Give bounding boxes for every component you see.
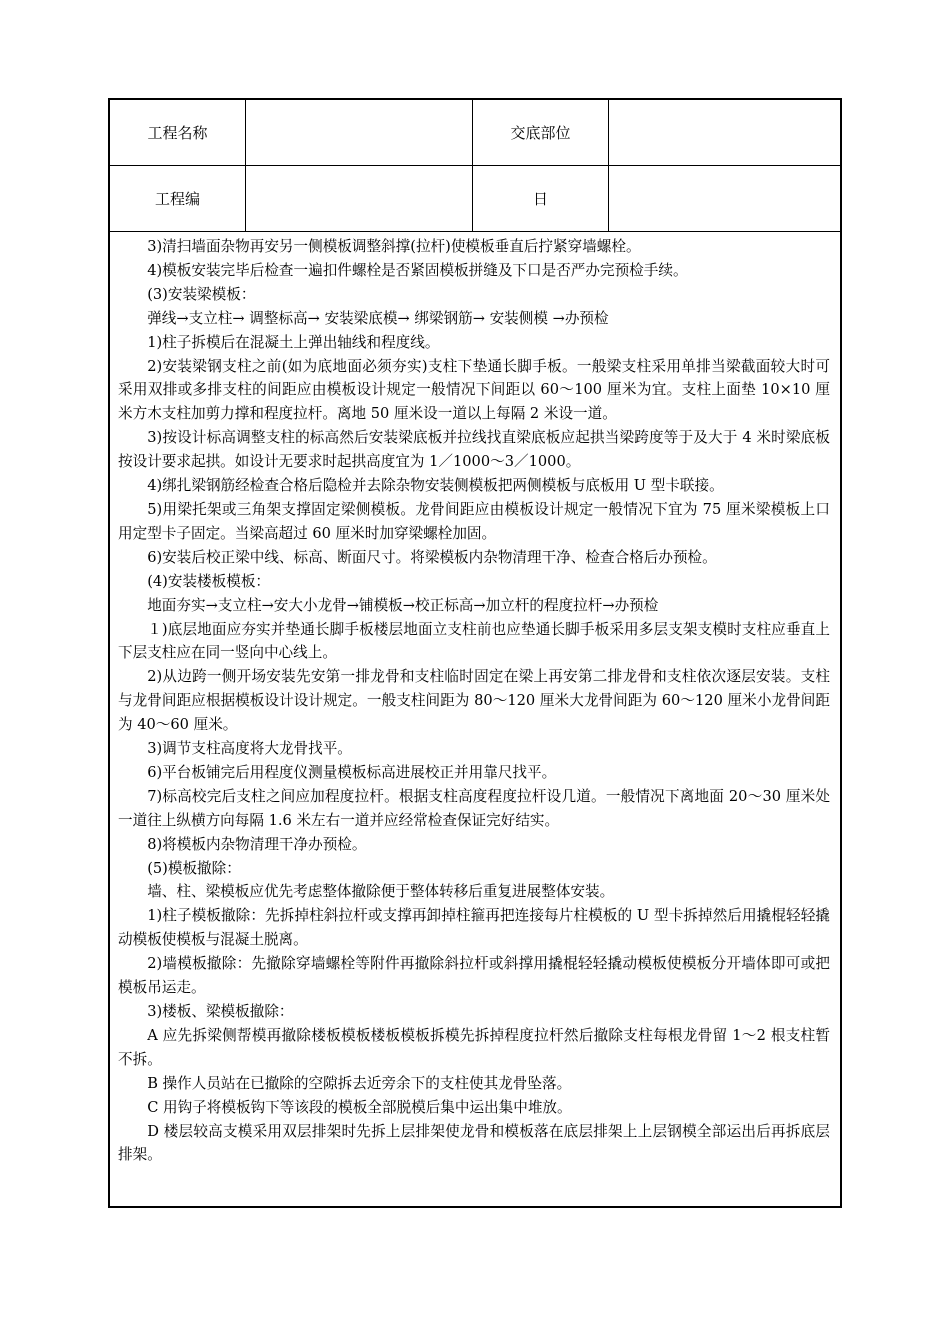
date-field <box>609 166 840 232</box>
paragraph: 4)模板安装完毕后检查一遍扣件螺栓是否紧固模板拼缝及下口是否严办完预检手续。 <box>147 261 688 279</box>
paragraph: 6)平台板铺完后用程度仪测量模板标高进展校正并用靠尺找平。 <box>147 763 557 781</box>
paragraph: 2)安装梁钢支柱之前(如为底地面必须夯实)支柱下垫通长脚手板。一般梁支柱采用单排当梁截面较大时可采用双排或多排支柱的间距应由模板设计规定一般情况下间距以 60～100 厘米为宜。支柱上面垫 10×10 厘米方木支柱加剪力撑和程度拉杆。离地 50 厘米设一道以上每隔 2 米设一道。 <box>118 357 830 423</box>
paragraph: 6)安装后校正梁中线、标高、断面尺寸。将梁模板内杂物清理干净、检查合格后办预检。 <box>147 548 717 566</box>
paragraph: 3)调节支柱高度将大龙骨找平。 <box>147 740 352 758</box>
paragraph: 2)从边跨一侧开场安装先安第一排龙骨和支柱临时固定在梁上再安第二排龙骨和支柱依次逐层安装。支柱与龙骨间距应根据模板设计设计规定。一般支柱间距为 80～120 厘米大龙骨间距为 60～120 厘米小龙骨间距为 40～60 厘米。 <box>118 668 830 734</box>
project-number-label: 工程编 <box>110 166 246 232</box>
project-name-label: 工程名称 <box>110 100 246 166</box>
paragraph: 5)用梁托架或三角架支撑固定梁侧模板。龙骨间距应由模板设计规定一般情况下宜为 75 厘米梁模板上口用定型卡子固定。当梁高超过 60 厘米时加穿梁螺栓加固。 <box>118 500 830 542</box>
paragraph: D 楼层较高支模采用双层排架时先拆上层排架使龙骨和模板落在底层排架上上层钢模全部运出后再拆底层排架。 <box>118 1122 830 1164</box>
paragraph: (5)模板撤除： <box>147 859 241 877</box>
paragraph: 3)楼板、梁模板撤除： <box>147 1003 294 1020</box>
paragraph: 8)将模板内杂物清理干净办预检。 <box>147 835 367 853</box>
paragraph: 墙、柱、梁模板应优先考虑整体撤除便于整体转移后重复进展整体安装。 <box>147 883 615 901</box>
handover-part-field <box>609 100 840 166</box>
paragraph: 弹线→支立柱→ 调整标高→ 安装梁底模→ 绑梁钢筋→ 安装侧模 →办预检 <box>147 309 609 327</box>
project-name-field <box>246 100 473 166</box>
paragraph: 1)柱子模板撤除：先拆掉柱斜拉杆或支撑再卸掉柱箍再把连接每片柱模板的 U 型卡拆掉然后用撬棍轻轻撬动模板使模板与混凝土脱离。 <box>118 907 830 949</box>
project-number-field <box>246 166 473 232</box>
paragraph: (3)安装梁模板： <box>147 285 256 303</box>
handover-content <box>110 232 840 1167</box>
technical-handover-form <box>108 98 842 1208</box>
handover-part-label: 交底部位 <box>473 100 609 166</box>
paragraph: 3)清扫墙面杂物再安另一侧模板调整斜撑(拉杆)使模板垂直后拧紧穿墙螺栓。 <box>147 238 641 255</box>
paragraph: 2)墙模板撤除：先撤除穿墙螺栓等附件再撤除斜拉杆或斜撑用撬棍轻轻撬动模板使模板分开墙体即可或把模板吊运走。 <box>118 955 830 997</box>
paragraph: 1)柱子拆模后在混凝土上弹出轴线和程度线。 <box>147 333 440 351</box>
paragraph: C 用钩子将模板钩下等该段的模板全部脱模后集中运出集中堆放。 <box>147 1098 572 1116</box>
date-label: 日 <box>473 166 609 232</box>
paragraph: 地面夯实→支立柱→安大小龙骨→铺模板→校正标高→加立杆的程度拉杆→办预检 <box>147 596 659 614</box>
paragraph: A 应先拆梁侧帮模再撤除楼板模板楼板模板拆模先拆掉程度拉杆然后撤除支柱每根龙骨留 1～2 根支柱暂不拆。 <box>118 1026 830 1068</box>
paragraph: 7)标高校完后支柱之间应加程度拉杆。根据支柱高度程度拉杆设几道。一般情况下离地面 20～30 厘米处一道往上纵横方向每隔 1.6 米左右一道并应经常检查保证完好结实。 <box>118 787 830 829</box>
paragraph: 4)绑扎梁钢筋经检查合格后隐检并去除杂物安装侧模板把两侧模板与底板用 U 型卡联接。 <box>147 477 724 495</box>
paragraph: 3)按设计标高调整支柱的标高然后安装梁底板并拉线找直梁底板应起拱当梁跨度等于及大于 4 米时梁底板按设计要求起拱。如设计无要求时起拱高度宜为 1／1000～3／1000。 <box>118 429 830 471</box>
paragraph: B 操作人员站在已撤除的空隙拆去近旁余下的支柱使其龙骨坠落。 <box>147 1074 572 1092</box>
header-table <box>110 100 840 232</box>
paragraph: １)底层地面应夯实并垫通长脚手板楼层地面立支柱前也应垫通长脚手板采用多层支架支模时支柱应垂直上下层支柱应在同一竖向中心线上。 <box>118 620 830 662</box>
paragraph: (4)安装楼板模板： <box>147 572 271 590</box>
